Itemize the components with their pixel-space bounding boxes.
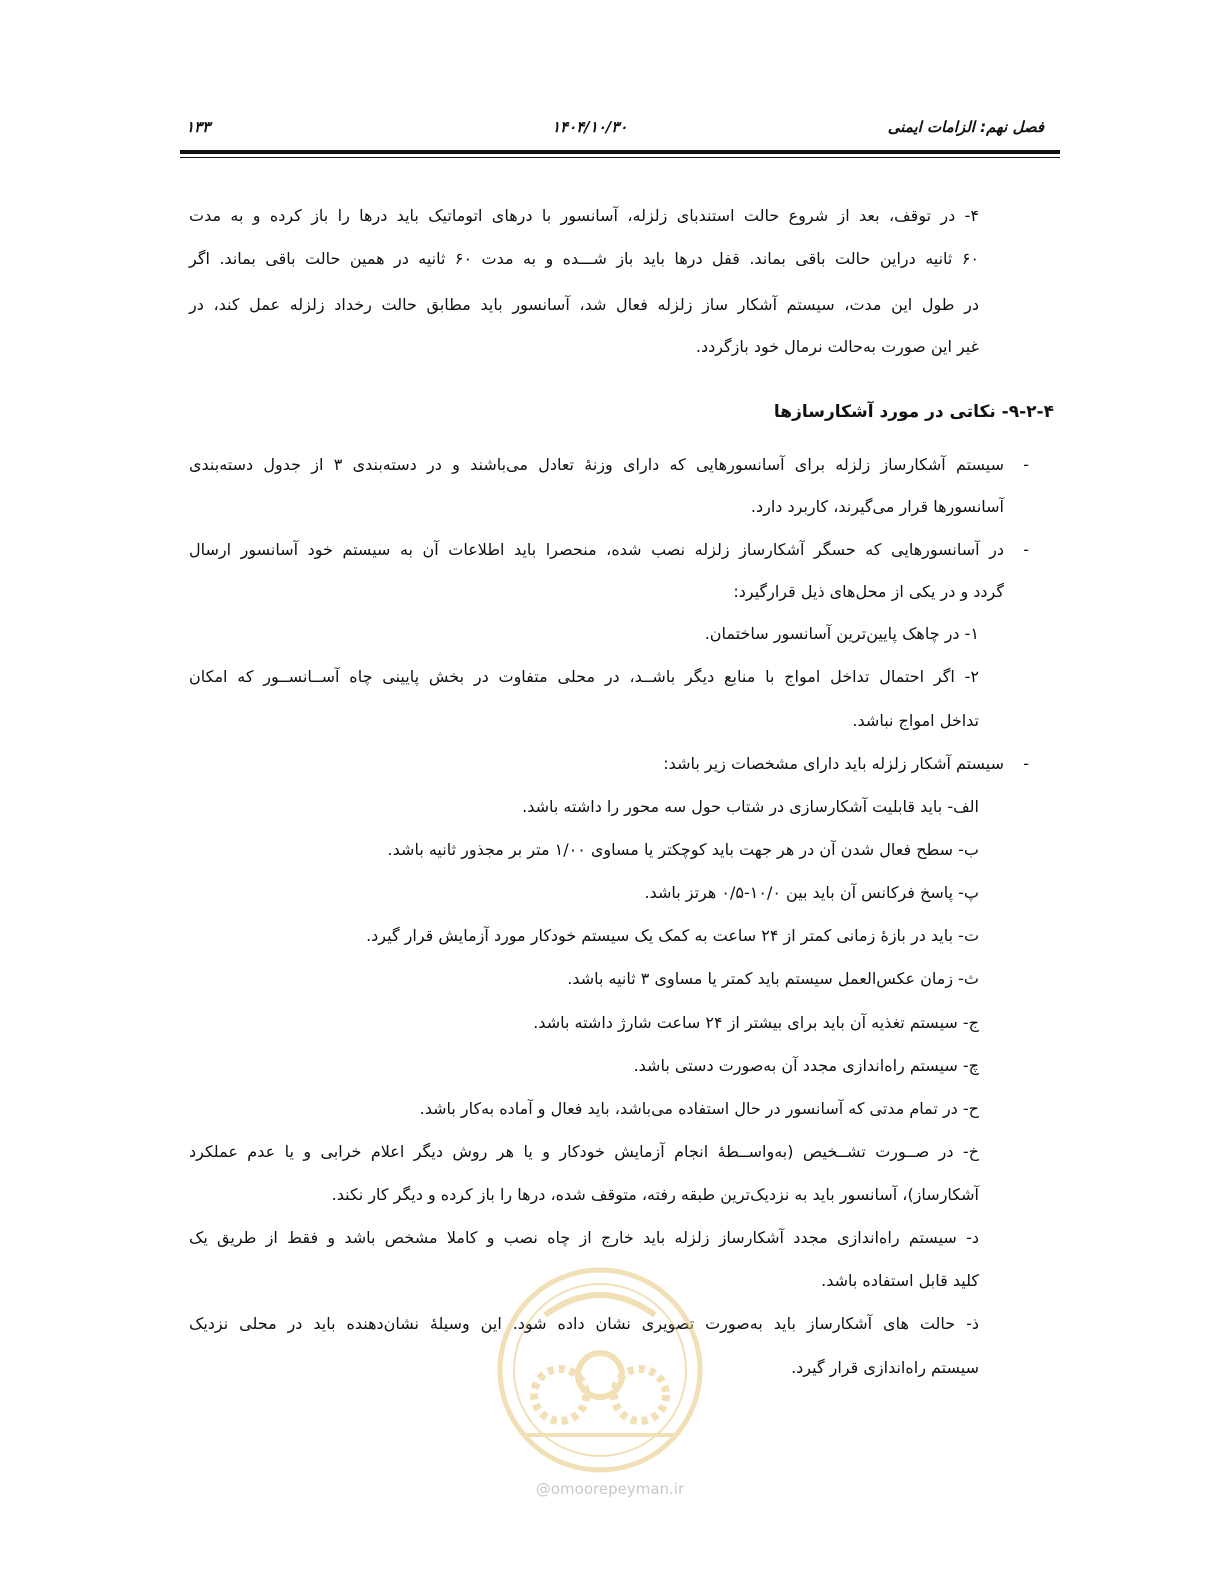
location-item: ۱- در چاهک پایین‌ترین آسانسور ساختمان. [704, 624, 979, 643]
spec-item: ت- باید در بازهٔ زمانی کمتر از ۲۴ ساعت به کمک یک سیستم خودکار مورد آزمایش قرار گیرد. [366, 926, 979, 945]
spec-item: آشکارساز)، آسانسور باید به نزدیک‌ترین طبقه رفته، متوقف شده، درها را باز کرده و دیگر کار نکند. [331, 1185, 979, 1204]
spec-item: کلید قابل استفاده باشد. [821, 1271, 979, 1290]
spec-item: خ- در صــورت تشــخیص (به‌واســطهٔ انجام آزمایش خودکار و یا هر روش دیگر اعلام خرابی و یا عدم عملکرد [189, 1142, 979, 1161]
bullet-line: سیستم آشکار زلزله باید دارای مشخصات زیر باشد: [663, 754, 1004, 773]
spec-item: ج- سیستم تغذیه آن باید برای بیشتر از ۲۴ ساعت شارژ داشته باشد. [533, 1013, 979, 1032]
location-item: ۲- اگر احتمال تداخل امواج با منابع دیگر باشــد، در محلی متفاوت در بخش پایینی چاه آســانســور که امکان [189, 667, 979, 686]
chapter-title: فصل نهم: الزامات ایمنی [887, 118, 1044, 136]
spec-item: چ- سیستم راه‌اندازی مجدد آن به‌صورت دستی باشد. [633, 1056, 979, 1075]
header-rule-thin [180, 157, 1060, 158]
watermark-logo [485, 1255, 715, 1485]
spec-item: پ- پاسخ فرکانس آن باید بین ۱۰/۰-۰/۵ هرتز باشد. [644, 883, 979, 902]
bullet-dash: - [1023, 455, 1029, 474]
bullet-dash: - [1023, 754, 1029, 773]
page-date: ۱۴۰۴/۱۰/۳۰ [552, 118, 628, 136]
bullet-line: گردد و در یکی از محل‌های ذیل قرارگیرد: [733, 582, 1004, 601]
spec-item: ح- در تمام مدتی که آسانسور در حال استفاده می‌باشد، باید فعال و آماده به‌کار باشد. [419, 1099, 979, 1118]
bullet-line: در آسانسورهایی که حسگر آشکارساز زلزله نصب شده، منحصرا باید اطلاعات آن به سیستم خود آسانسور ارسال [189, 540, 1004, 559]
page-number: ۱۳۳ [186, 118, 211, 136]
spec-item: الف- باید قابلیت آشکارسازی در شتاب حول سه محور را داشته باشد. [522, 797, 979, 816]
spec-item: ب- سطح فعال شدن آن در هر جهت باید کوچکتر یا مساوی ۱/۰۰ متر بر مجذور ثانیه باشد. [387, 840, 979, 859]
bullet-line: آسانسورها قرار می‌گیرند، کاربرد دارد. [750, 497, 1004, 516]
spec-item: ذ- حالت های آشکارساز باید به‌صورت تصویری نشان داده شود. این وسیلهٔ نشان‌دهنده باید در محلی نزدیک [189, 1314, 979, 1333]
spec-item: ث- زمان عکس‌العمل سیستم باید کمتر یا مساوی ۳ ثانیه باشد. [567, 969, 979, 988]
watermark-url: @omoorepeyman.ir [535, 1480, 685, 1498]
spec-item: سیستم راه‌اندازی قرار گیرد. [791, 1358, 979, 1377]
intro-line: در طول این مدت، سیستم آشکار ساز زلزله فعال شد، آسانسور باید مطابق حالت رخداد زلزله عمل کند، در [189, 295, 979, 314]
header-rule-thick [180, 150, 1060, 154]
intro-line: غیر این صورت به‌حالت نرمال خود بازگردد. [695, 337, 979, 356]
intro-line: ۴- در توقف، بعد از شروع حالت استندبای زلزله، آسانسور با درهای اتوماتیک باید درها را باز کرده و به مدت [189, 206, 979, 225]
bullet-line: سیستم آشکارساز زلزله برای آسانسورهایی که دارای وزنهٔ تعادل می‌باشند و در دسته‌بندی ۳ از جدول دسته‌بندی [189, 455, 1004, 474]
section-heading: ۹-۲-۴- نکاتی در مورد آشکارسازها [773, 402, 1054, 422]
intro-line: ۶۰ ثانیه دراین حالت باقی بماند. قفل درها باید باز شـــده و به مدت ۶۰ ثانیه در همین حالت باقی بماند. اگر [189, 249, 980, 268]
spec-item: د- سیستم راه‌اندازی مجدد آشکارساز زلزله باید خارج از چاه نصب و کاملا مشخص باشد و فقط از طریق یک [189, 1228, 979, 1247]
bullet-dash: - [1023, 540, 1029, 559]
location-item: تداخل امواج نباشد. [852, 711, 979, 730]
